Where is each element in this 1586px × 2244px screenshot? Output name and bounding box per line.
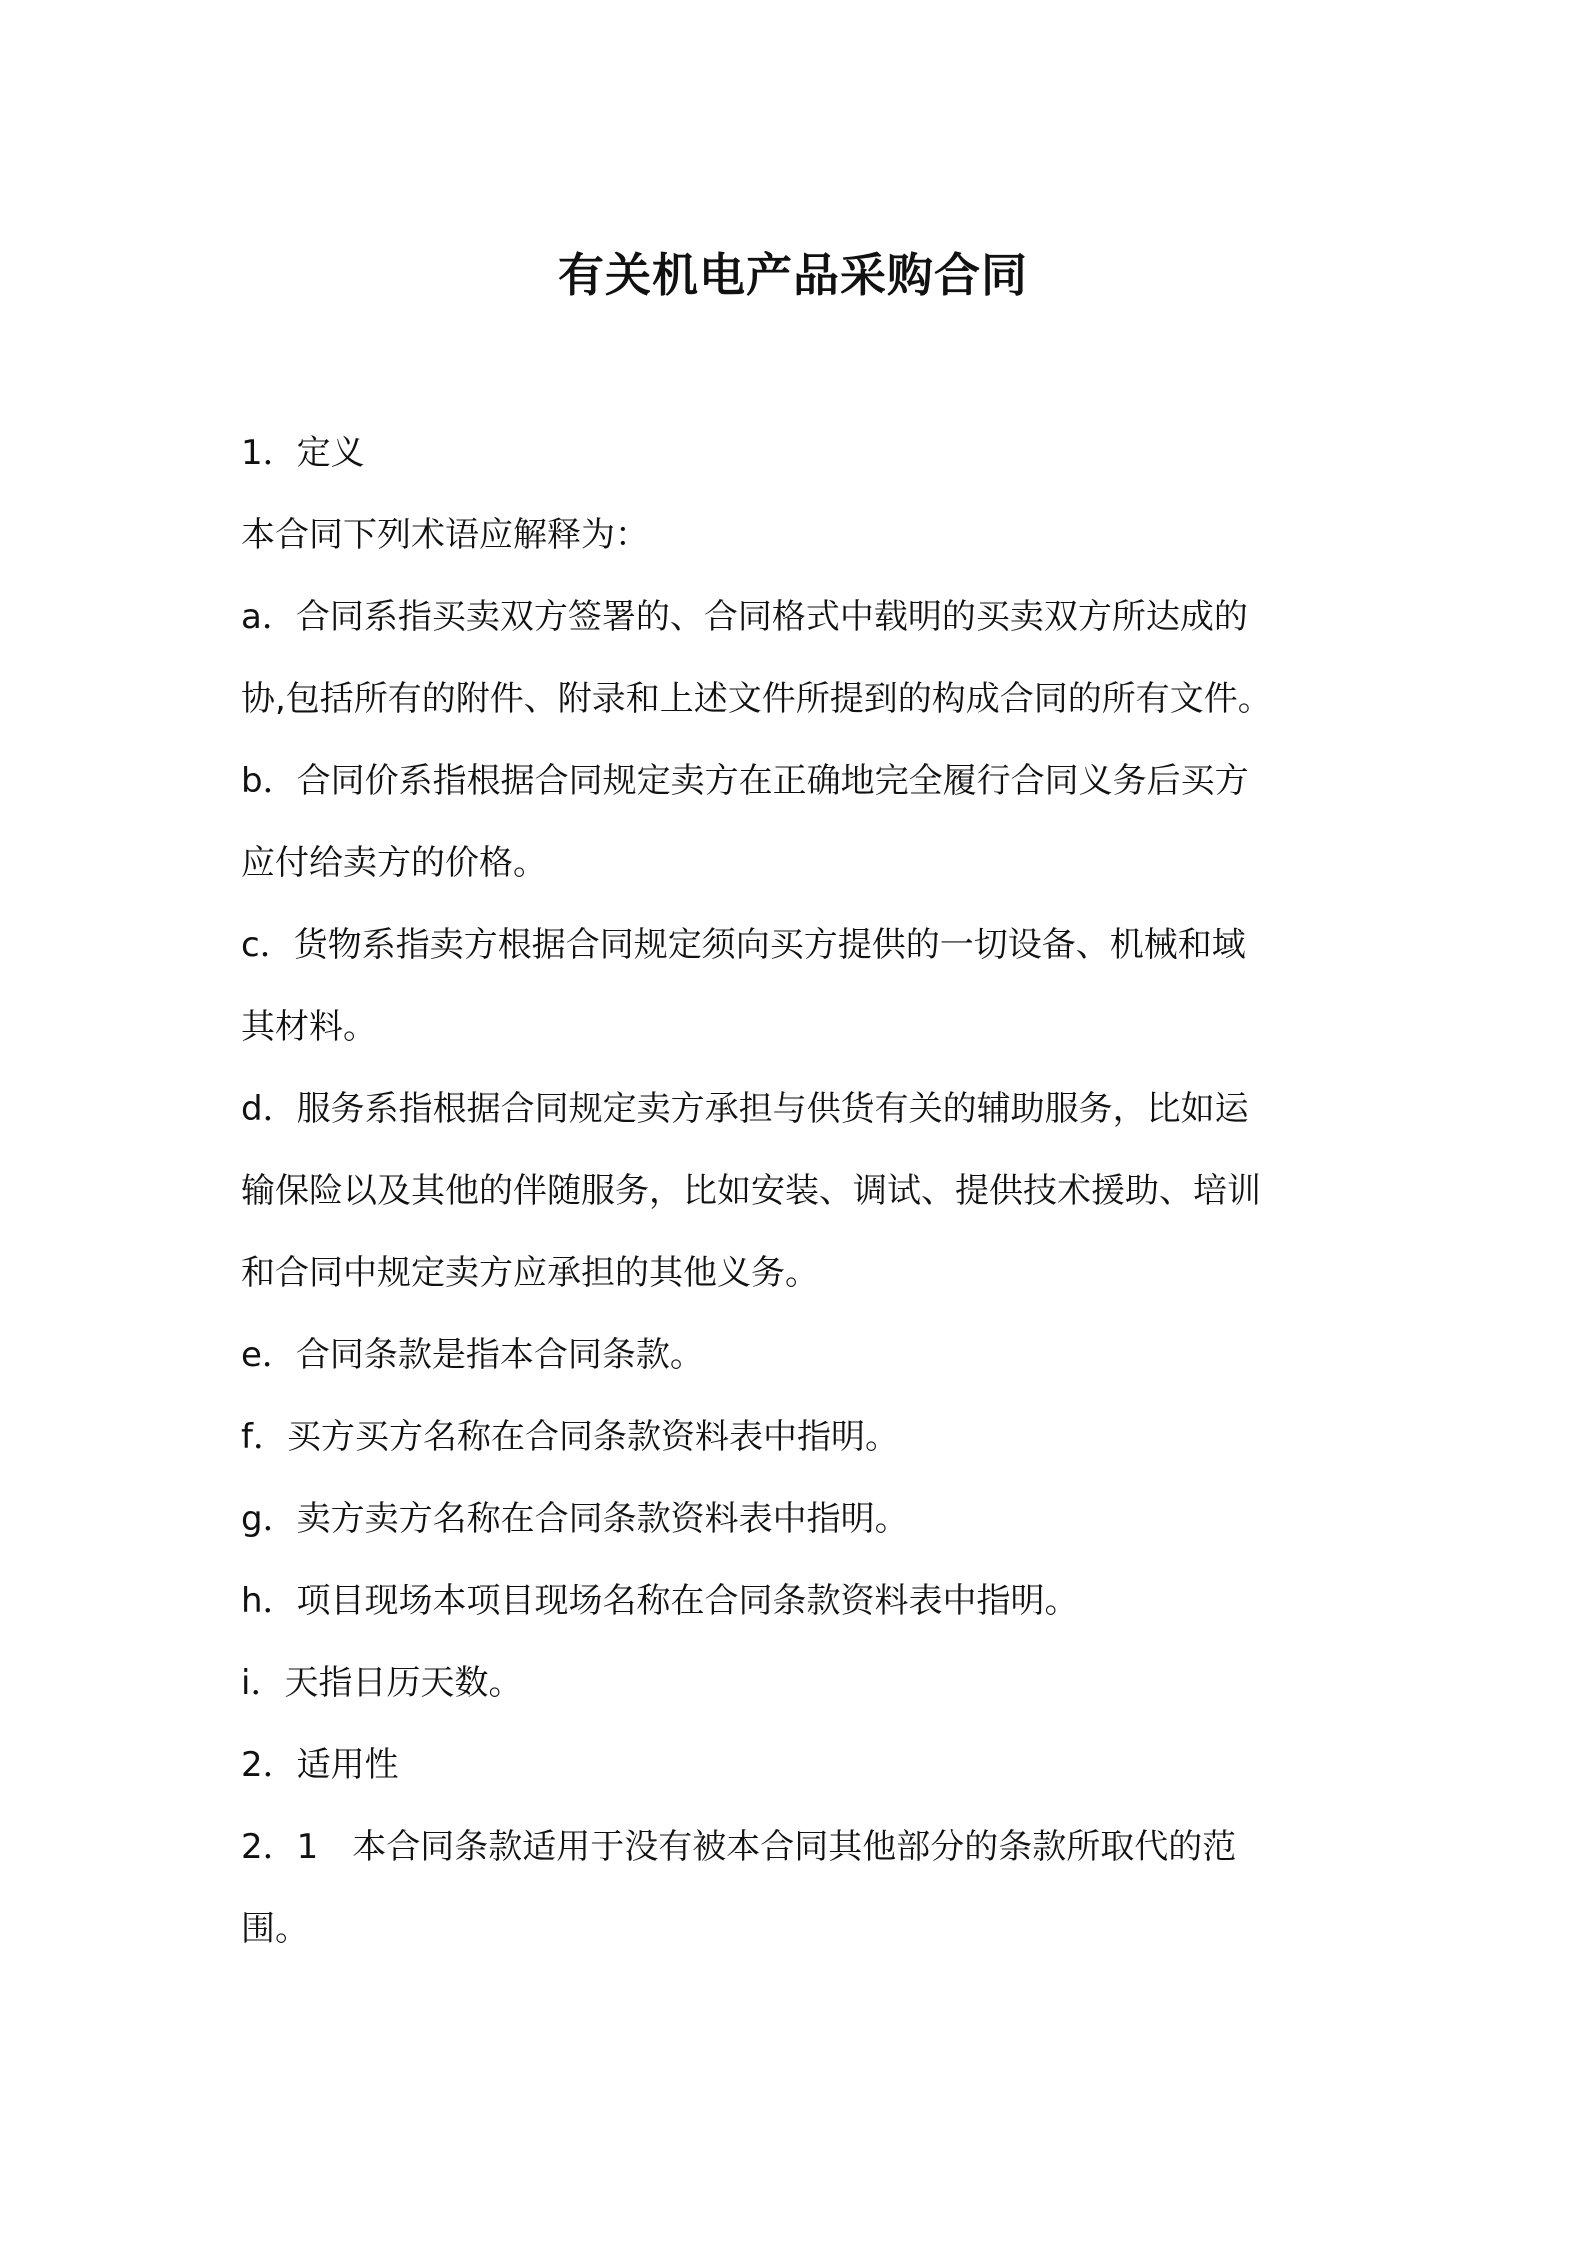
definition-i: i．天指日历天数。 [241,1663,523,1703]
definition-b-line-1: b．合同价系指根据合同规定卖方在正确地完全履行合同义务后买方 [241,761,1249,801]
definition-c-line-2: 其材料。 [241,1007,377,1047]
clause-2-1-line-2: 围。 [241,1909,309,1949]
definition-a-line-2: 协,包括所有的附件、附录和上述文件所提到的构成合同的所有文件。 [241,679,1272,719]
definition-d-line-3: 和合同中规定卖方应承担的其他义务。 [241,1253,819,1293]
section-heading-definitions: 1．定义 [241,433,365,473]
document-body [241,412,1361,1970]
clause-2-1-line-1: 2．1 本合同条款适用于没有被本合同其他部分的条款所取代的范 [241,1827,1237,1867]
document-title: 有关机电产品采购合同 [558,247,1028,302]
definition-b-line-2: 应付给卖方的价格。 [241,843,547,883]
definitions-intro: 本合同下列术语应解释为： [241,515,649,555]
definition-h: h．项目现场本项目现场名称在合同条款资料表中指明。 [241,1581,1079,1621]
definition-d-line-2: 输保险以及其他的伴随服务，比如安装、调试、提供技术援助、培训 [241,1171,1261,1211]
definition-g: g．卖方卖方名称在合同条款资料表中指明。 [241,1499,909,1539]
definition-d-line-1: d．服务系指根据合同规定卖方承担与供货有关的辅助服务，比如运 [241,1089,1249,1129]
definition-c-line-1: c．货物系指卖方根据合同规定须向买方提供的一切设备、机械和域 [241,925,1246,965]
definition-f: f．买方买方名称在合同条款资料表中指明。 [241,1417,899,1457]
section-heading-applicability: 2．适用性 [241,1745,399,1785]
definition-e: e．合同条款是指本合同条款。 [241,1335,704,1375]
definition-a-line-1: a．合同系指买卖双方签署的、合同格式中载明的买卖双方所达成的 [241,597,1248,637]
